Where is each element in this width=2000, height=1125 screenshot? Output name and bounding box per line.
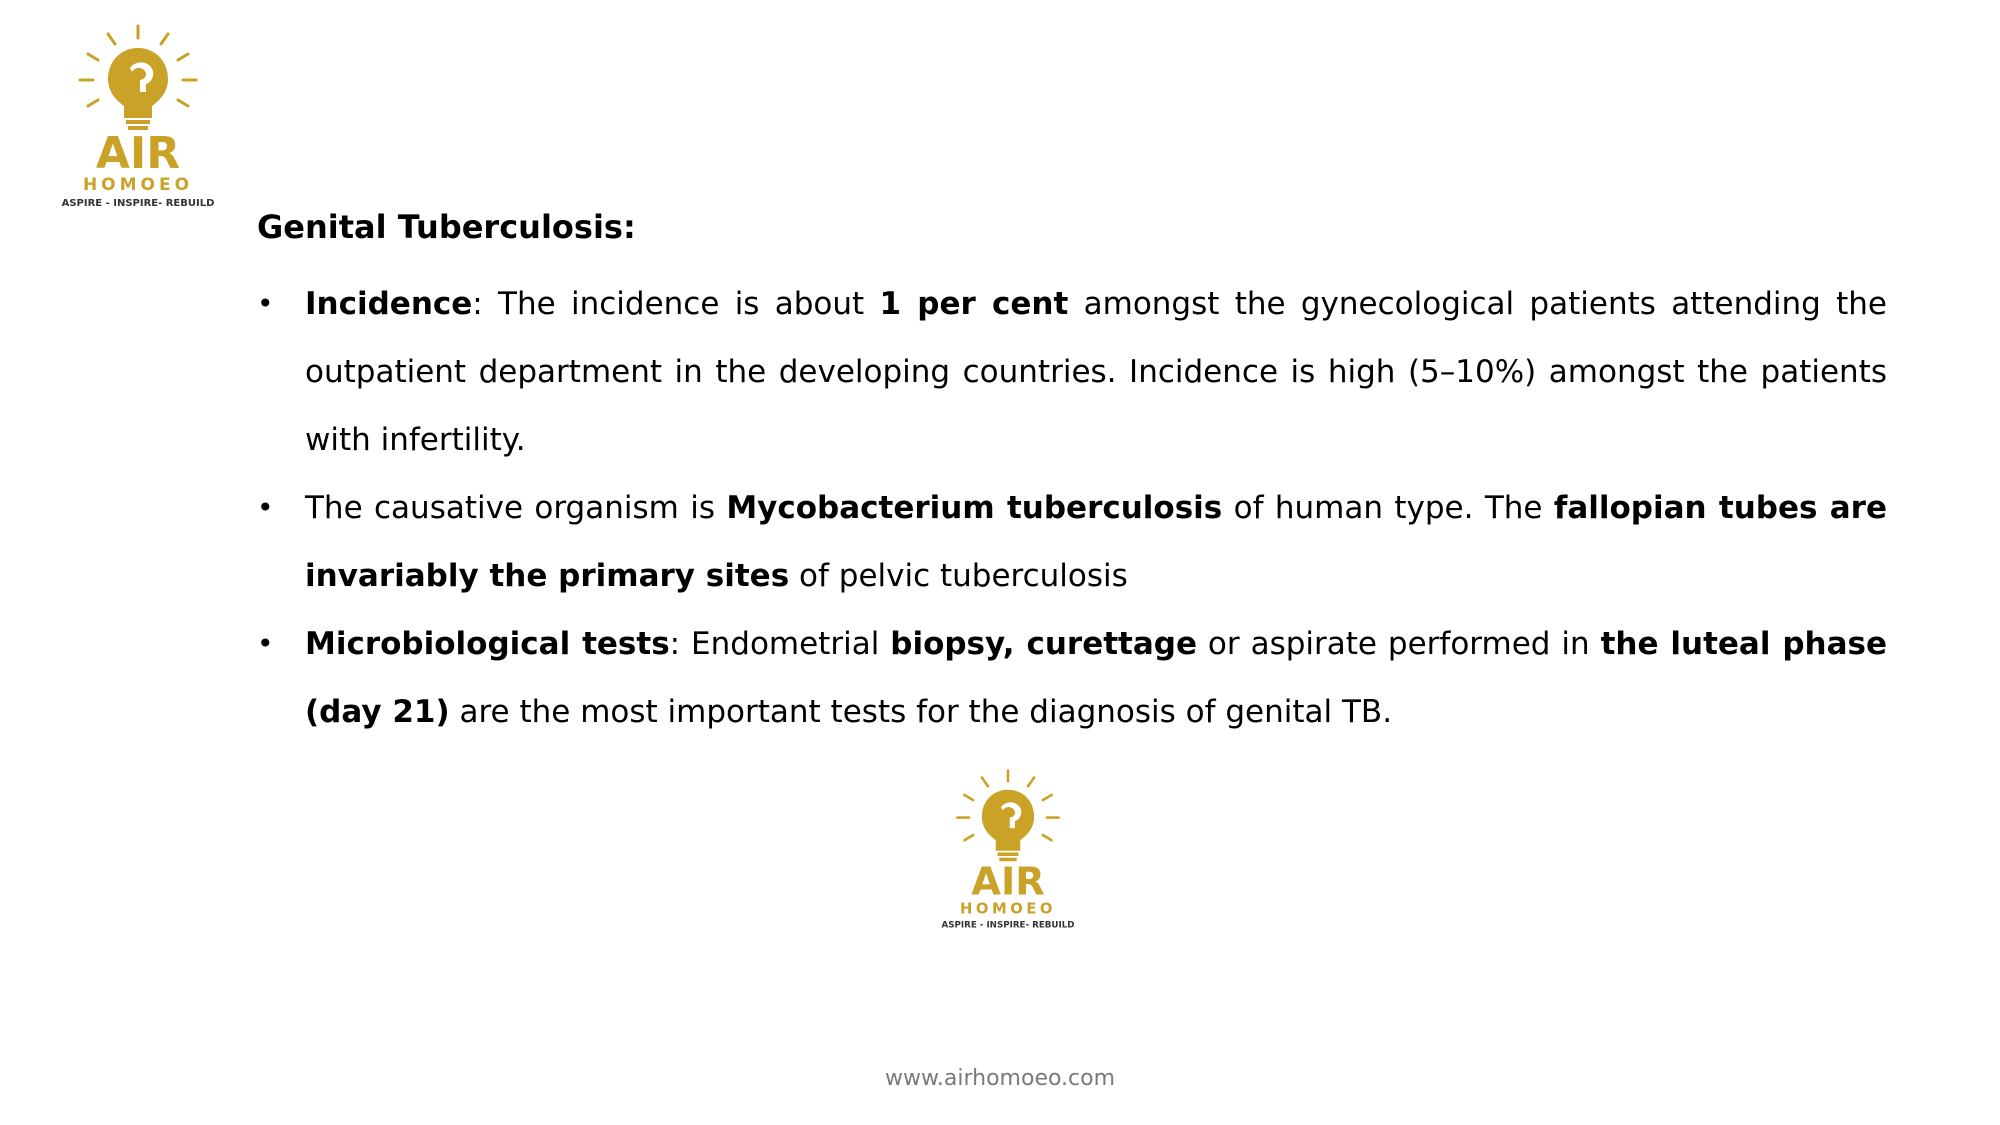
lightbulb-head-icon	[982, 790, 1034, 851]
air-homoeo-logo-center	[940, 765, 1076, 933]
logo-subtitle: HOMOEO	[82, 175, 194, 195]
page-title: Genital Tuberculosis:	[257, 208, 636, 246]
lightbulb-head-icon	[108, 48, 168, 118]
bullet-dot-icon: •	[257, 287, 274, 320]
footer-website-url[interactable]: www.airhomoeo.com	[884, 1066, 1116, 1091]
bold-text: biopsy, curettage	[890, 626, 1197, 662]
bullet-item	[257, 610, 1887, 746]
logo-wordmark: AIR	[971, 859, 1045, 905]
bold-text: 1 per cent	[879, 286, 1069, 322]
body-text: amongst the gynecological patients attending the outpatient department in the developing countries. Incidence is high (5–10%) amongst the patients with infertility.	[305, 286, 1887, 458]
body-text: are the most important tests for the diagnosis of genital TB.	[449, 694, 1393, 730]
bullet-dot-icon: •	[257, 627, 274, 660]
bullet-dot-icon: •	[257, 491, 274, 524]
bullet-list	[257, 270, 1887, 746]
body-text: : The incidence is about	[472, 286, 880, 322]
air-homoeo-logo	[60, 22, 216, 210]
bold-text: Microbiological tests	[305, 626, 670, 662]
body-text: or aspirate performed in	[1197, 626, 1601, 662]
bullet-item	[257, 270, 1887, 474]
bold-text: Incidence	[305, 286, 473, 322]
body-text: of human type. The	[1222, 490, 1554, 526]
body-text: The causative organism is	[305, 490, 727, 526]
body-text: : Endometrial	[669, 626, 891, 662]
logo-tagline: ASPIRE - INSPIRE- REBUILD	[941, 920, 1075, 931]
logo-tagline: ASPIRE - INSPIRE- REBUILD	[61, 198, 215, 209]
bold-text: fallopian tubes are invariably the primary sites	[305, 490, 1887, 594]
bullet-item	[257, 474, 1887, 610]
logo-wordmark: AIR	[95, 128, 181, 179]
bold-text: the luteal phase (day 21)	[305, 626, 1887, 730]
bold-text: Mycobacterium tuberculosis	[726, 490, 1223, 526]
body-text: of pelvic tuberculosis	[789, 558, 1128, 594]
logo-subtitle: HOMOEO	[960, 900, 1056, 918]
